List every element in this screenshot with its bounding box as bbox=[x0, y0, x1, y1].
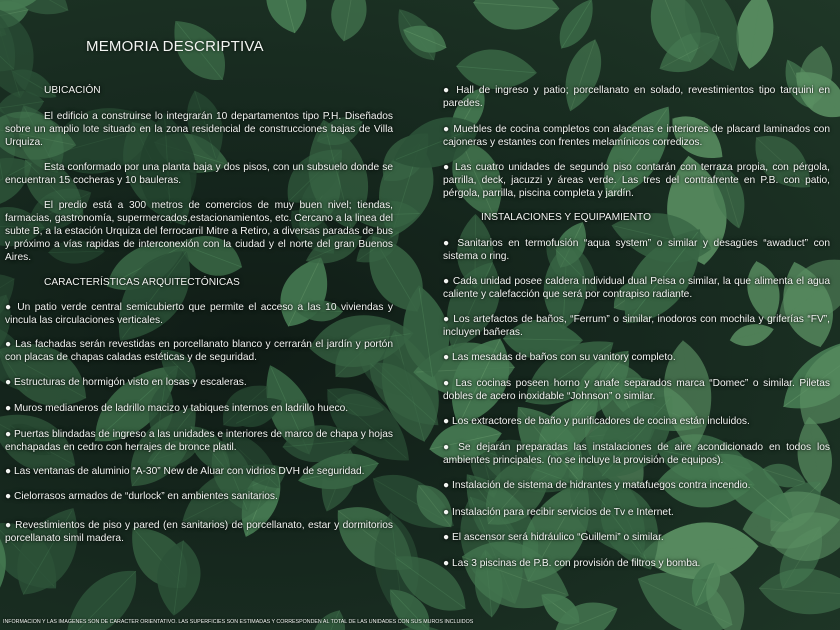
bullet-item: ● Hall de ingreso y patio; porcellanato en solado, revestimientos tipo tarquini en paredes. bbox=[443, 85, 830, 109]
paragraph: El predio está a 300 metros de comercios de muy buen nivel; tiendas, farmacias, gastronomía, supermercados,estacionamientos, etc. Cercano a la linea del subte B, a la estación Urquiza del ferrocarril Mitre a Retiro, a diversas paradas de bus y próximo a vías rapidas de interconexión con la ciudad y el norte del gran Buenos Aires. bbox=[5, 200, 393, 263]
bullet-item: ● Cada unidad posee caldera individual dual Peisa o similar, la que alimenta el agua caliente y calefacción que será por contrapiso radiante. bbox=[443, 276, 830, 300]
bullet-item: ● Cielorrasos armados de “durlock” en ambientes sanitarios. bbox=[5, 491, 278, 502]
bullet-item: ● Sanitarios en termofusión “aqua system” o similar y desagües “awaduct” con sistema o ring. bbox=[443, 238, 830, 262]
bullet-item: ● Las cocinas poseen horno y anafe separados marca “Domec” o similar. Piletas dobles de acero inoxidable “Johnson” o similar. bbox=[443, 378, 830, 402]
section-heading-instalaciones: INSTALACIONES Y EQUIPAMIENTO bbox=[481, 212, 652, 223]
paragraph: El edificio a construirse lo integrarán 10 departamentos tipo P.H. Diseñados sobre un amplio lote situado en la zona residencial de construcciones bajas de Villa Urquiza. bbox=[5, 111, 393, 148]
bullet-item: ● Los artefactos de baños, “Ferrum” o similar, inodoros con mochila y griferías “FV”, incluyen bañeras. bbox=[443, 314, 830, 338]
bullet-item: ● Revestimientos de piso y pared (en sanitarios) de porcellanato, estar y dormitorios porcellanato simil madera. bbox=[5, 520, 393, 544]
bullet-item: ● Instalación para recibir servicios de Tv e Internet. bbox=[443, 507, 674, 518]
bullet-item: ● Instalación de sistema de hidrantes y matafuegos contra incendio. bbox=[443, 480, 751, 491]
section-heading-ubicacion: UBICACIÓN bbox=[44, 85, 101, 96]
bullet-item: ● Se dejarán preparadas las instalaciones de aire acondicionado en todos los ambientes principales. (no se incluye la provisión de equipos). bbox=[443, 442, 830, 466]
page-title: MEMORIA DESCRIPTIVA bbox=[86, 38, 264, 55]
bullet-item: ● Las mesadas de baños con su vanitory completo. bbox=[443, 352, 676, 363]
bullet-item: ● Muebles de cocina completos con alacenas e interiores de placard laminados con cajoneras y estantes con frentes melamínicos corredizos. bbox=[443, 124, 830, 148]
footer-disclaimer: INFORMACION Y LAS IMAGENES SON DE CARACTER ORIENTATIVO. LAS SUPERFICIES SON ESTIMADAS Y CORRESPONDEN AL TOTAL DE LAS UNIDADES CON SUS MUROS INCLUIDOS bbox=[3, 619, 474, 625]
paragraph: Esta conformado por una planta baja y dos pisos, con un subsuelo donde se encuentran 15 cocheras y 10 bauleras. bbox=[5, 162, 393, 186]
bullet-item: ● El ascensor será hidráulico “Guillemi” o similar. bbox=[443, 532, 664, 543]
bullet-item: ● Estructuras de hormigón visto en losas y escaleras. bbox=[5, 377, 247, 388]
leaf bbox=[472, 0, 562, 33]
leaf bbox=[327, 0, 372, 44]
leaf bbox=[258, 0, 314, 38]
leaf bbox=[303, 604, 353, 630]
leaf bbox=[789, 0, 840, 1]
bullet-item: ● Las ventanas de aluminio “A-30” New de Aluar con vidrios DVH de seguridad. bbox=[5, 466, 365, 477]
bullet-item: ● Un patio verde central semicubierto que permite el acceso a las 10 viviendas y vincula las circulaciones verticales. bbox=[5, 302, 393, 326]
bullet-item: ● Puertas blindadas de ingreso a las unidades e interiores de marco de chapa y hojas enchapadas en cedro con herrajes de bronce platil. bbox=[5, 429, 393, 453]
bullet-item: ● Las cuatro unidades de segundo piso contarán con terraza propia, con pérgola, parrilla, deck, jacuzzi y áreas verde. Las tres del contrafrente en P.B. con patio, pérgola, parrilla, piscina completa y jardín. bbox=[443, 162, 830, 199]
bullet-item: ● Las 3 piscinas de P.B. con provisión de filtros y bomba. bbox=[443, 558, 701, 569]
bullet-item: ● Los extractores de baño y purificadores de cocina están incluidos. bbox=[443, 416, 750, 427]
section-heading-caracteristicas: CARACTERÍSTICAS ARQUITECTÓNICAS bbox=[44, 277, 240, 288]
bullet-item: ● Las fachadas serán revestidas en porcellanato blanco y cerrarán el jardín y portón con placas de chapas caladas estéticas y de seguridad. bbox=[5, 339, 393, 363]
bullet-item: ● Muros medianeros de ladrillo macizo y tabiques internos en ladrillo hueco. bbox=[5, 403, 349, 414]
leaf bbox=[757, 565, 840, 617]
